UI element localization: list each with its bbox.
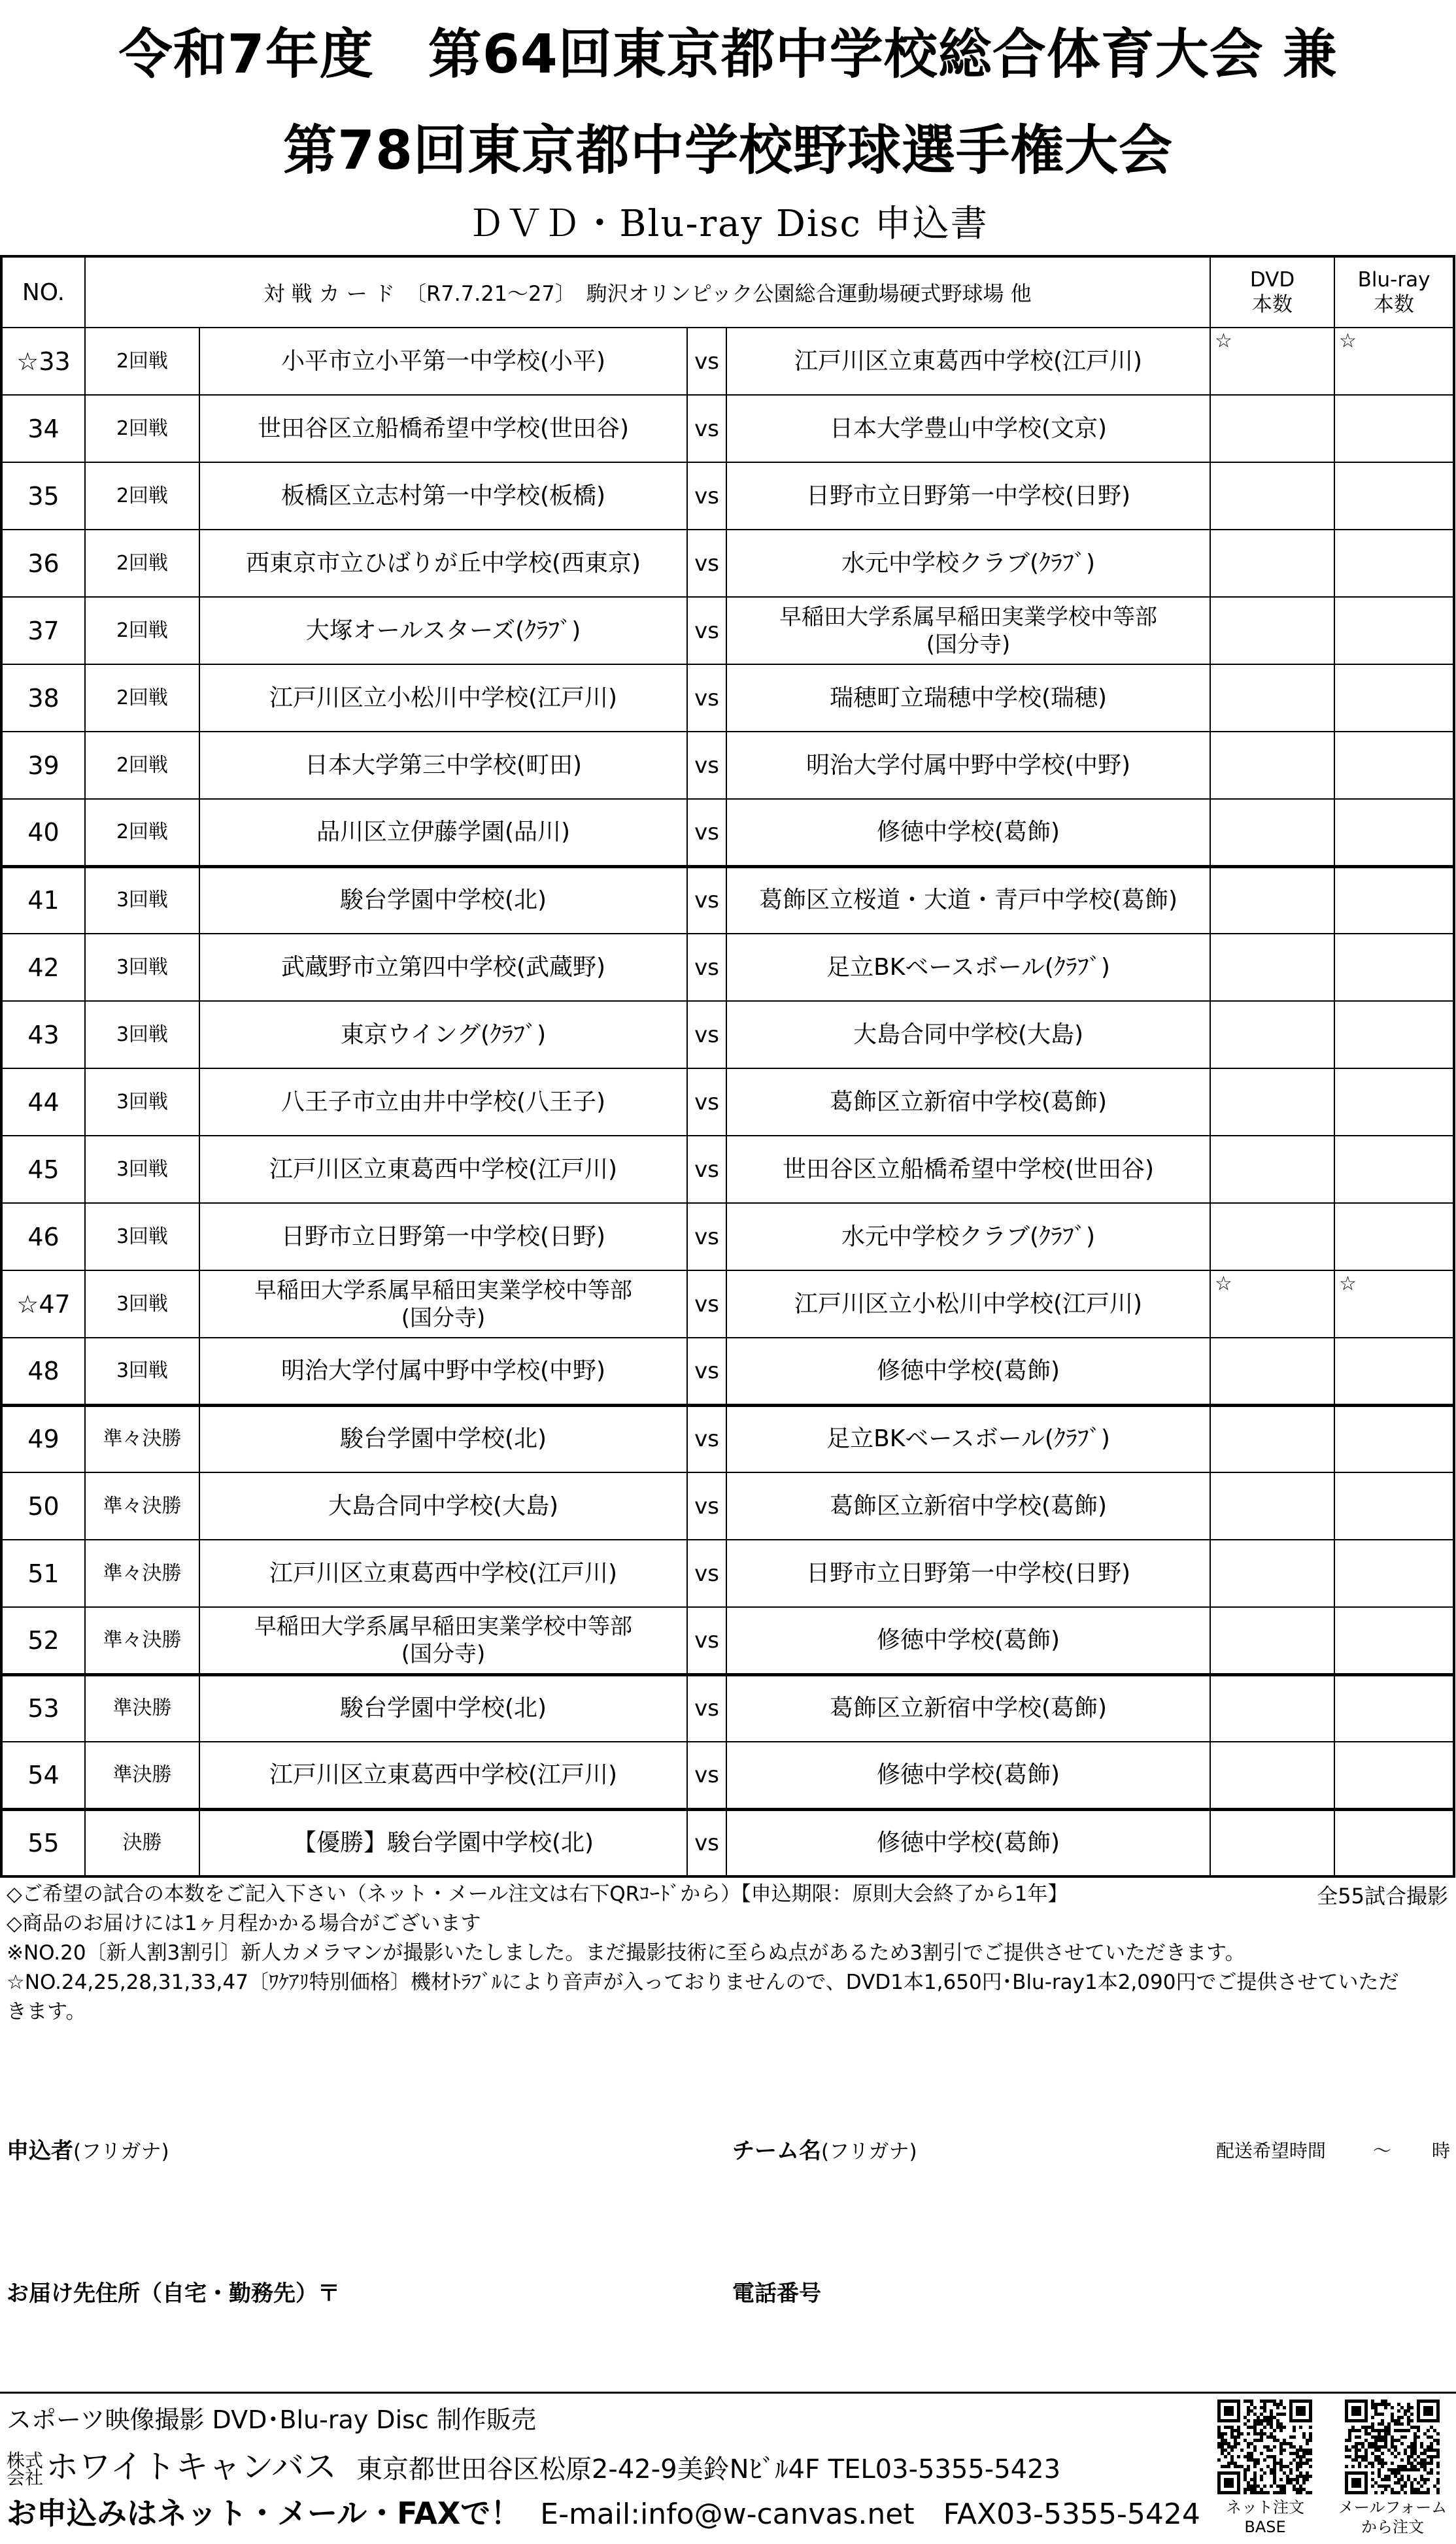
round-label: 2回戦 <box>85 530 199 597</box>
team-a: 【優勝】駿台学園中学校(北) <box>199 1809 687 1876</box>
bluray-count-cell[interactable] <box>1334 934 1454 1001</box>
note-discount: ※NO.20〔新人割3割引〕新人カメラマンが撮影いたしました。まだ撮影技術に至らぬ点があるため3割引でご提供させていただきます。 <box>7 1941 1245 1965</box>
dvd-count-cell[interactable] <box>1210 664 1334 732</box>
page-title-line2: 第78回東京都中学校野球選手権大会 <box>282 120 1174 182</box>
dvd-count-cell[interactable] <box>1210 1472 1334 1540</box>
team-a: 小平市立小平第一中学校(小平) <box>199 328 687 395</box>
footer-order-contact <box>7 2490 1200 2533</box>
team-b: 水元中学校クラブ(ｸﾗﾌﾞ) <box>726 530 1210 597</box>
match-number: ☆33 <box>1 328 85 395</box>
match-number: 38 <box>1 664 85 732</box>
email-fax[interactable]: E-mail:info@w-canvas.net FAX03-5355-5424 <box>540 2498 1200 2531</box>
bluray-count-cell[interactable] <box>1334 1540 1454 1607</box>
team-b: 葛飾区立新宿中学校(葛飾) <box>726 1674 1210 1742</box>
match-number: 50 <box>1 1472 85 1540</box>
order-methods: お申込みはネット・メール・FAXで！ <box>7 2496 521 2531</box>
vs-label: vs <box>687 1674 726 1742</box>
team-b: 足立BKベースボール(ｸﾗﾌﾞ) <box>726 934 1210 1001</box>
dvd-count-cell[interactable]: ☆ <box>1210 328 1334 395</box>
round-label: 3回戦 <box>85 866 199 934</box>
vs-label: vs <box>687 328 726 395</box>
round-label: 2回戦 <box>85 732 199 799</box>
vs-label: vs <box>687 1270 726 1338</box>
dvd-count-cell[interactable] <box>1210 866 1334 934</box>
dvd-count-cell[interactable] <box>1210 1742 1334 1809</box>
table-row <box>1 1674 1454 1742</box>
dvd-count-cell[interactable] <box>1210 1068 1334 1136</box>
dvd-count-cell[interactable] <box>1210 1674 1334 1742</box>
note-delivery: ◇商品のお届けには1ヶ月程かかる場合がございます <box>7 1912 481 1935</box>
table-row <box>1 1203 1454 1270</box>
bluray-count-cell[interactable] <box>1334 395 1454 462</box>
team-a: 江戸川区立東葛西中学校(江戸川) <box>199 1742 687 1809</box>
team-b: 大島合同中学校(大島) <box>726 1001 1210 1068</box>
team-b: 瑞穂町立瑞穂中学校(瑞穂) <box>726 664 1210 732</box>
match-number: ☆47 <box>1 1270 85 1338</box>
note-special-price: ☆NO.24,25,28,31,33,47〔ﾜｹｱﾘ特別価格〕機材ﾄﾗﾌﾞﾙにより音声が入っておりませんので、DVD1本1,650円･Blu-ray1本2,090円でご提供させていただきます。 <box>7 1971 1399 2024</box>
team-b: 修徳中学校(葛飾) <box>726 1338 1210 1405</box>
match-number: 54 <box>1 1742 85 1809</box>
bluray-count-cell[interactable] <box>1334 1809 1454 1876</box>
address-field[interactable]: お届け先住所（自宅・勤務先）〒 <box>7 2281 340 2307</box>
column-header-dvd: DVD 本数 <box>1210 256 1334 328</box>
match-number: 51 <box>1 1540 85 1607</box>
qr-code-base-icon[interactable] <box>1217 2400 1312 2494</box>
match-number: 42 <box>1 934 85 1001</box>
team-b: 修徳中学校(葛飾) <box>726 1607 1210 1674</box>
team-b: 早稲田大学系属早稲田実業学校中等部 (国分寺) <box>726 597 1210 664</box>
team-b: 江戸川区立東葛西中学校(江戸川) <box>726 328 1210 395</box>
qr-caption-base: ネット注文 BASE <box>1226 2498 1304 2536</box>
round-label: 2回戦 <box>85 597 199 664</box>
bluray-count-cell[interactable] <box>1334 1405 1454 1472</box>
table-header-row <box>1 256 1454 328</box>
round-label: 2回戦 <box>85 799 199 866</box>
bluray-count-cell[interactable] <box>1334 732 1454 799</box>
team-a: 日本大学第三中学校(町田) <box>199 732 687 799</box>
column-header-match-card: 対 戦 カ ー ド 〔R7.7.21～27〕 駒沢オリンピック公園総合運動場硬式野球場 他 <box>85 256 1210 328</box>
round-label: 決勝 <box>85 1809 199 1876</box>
team-a: 江戸川区立小松川中学校(江戸川) <box>199 664 687 732</box>
delivery-time-tilde: ～ <box>1373 2140 1392 2162</box>
round-label: 準々決勝 <box>85 1472 199 1540</box>
table-row <box>1 1270 1454 1338</box>
round-label: 3回戦 <box>85 1338 199 1405</box>
table-row <box>1 1607 1454 1674</box>
round-label: 3回戦 <box>85 1001 199 1068</box>
table-row <box>1 1540 1454 1607</box>
dvd-count-cell[interactable] <box>1210 1540 1334 1607</box>
table-row <box>1 799 1454 866</box>
match-number: 41 <box>1 866 85 934</box>
team-a: 大塚オールスターズ(ｸﾗﾌﾞ) <box>199 597 687 664</box>
vs-label: vs <box>687 530 726 597</box>
round-label: 3回戦 <box>85 934 199 1001</box>
round-label: 2回戦 <box>85 328 199 395</box>
team-a: 大島合同中学校(大島) <box>199 1472 687 1540</box>
bluray-count-cell[interactable] <box>1334 1338 1454 1405</box>
table-row <box>1 462 1454 530</box>
vs-label: vs <box>687 1136 726 1203</box>
table-row <box>1 664 1454 732</box>
team-b: 葛飾区立新宿中学校(葛飾) <box>726 1472 1210 1540</box>
bluray-count-cell[interactable] <box>1334 799 1454 866</box>
team-a: 品川区立伊藤学園(品川) <box>199 799 687 866</box>
applicant-furigana-label: (フリガナ) <box>73 2140 169 2163</box>
round-label: 2回戦 <box>85 395 199 462</box>
dvd-count-cell[interactable] <box>1210 530 1334 597</box>
dvd-count-cell[interactable] <box>1210 732 1334 799</box>
team-a: 駿台学園中学校(北) <box>199 866 687 934</box>
dvd-count-cell[interactable] <box>1210 395 1334 462</box>
team-a: 早稲田大学系属早稲田実業学校中等部 (国分寺) <box>199 1607 687 1674</box>
match-number: 39 <box>1 732 85 799</box>
match-number: 34 <box>1 395 85 462</box>
bluray-count-cell[interactable] <box>1334 1674 1454 1742</box>
vs-label: vs <box>687 1338 726 1405</box>
bluray-count-cell[interactable] <box>1334 530 1454 597</box>
dvd-count-cell[interactable] <box>1210 1809 1334 1876</box>
team-b: 修徳中学校(葛飾) <box>726 1809 1210 1876</box>
vs-label: vs <box>687 462 726 530</box>
applicant-field[interactable] <box>7 2133 169 2165</box>
table-row <box>1 1068 1454 1136</box>
dvd-count-cell[interactable]: ☆ <box>1210 1270 1334 1338</box>
round-label: 2回戦 <box>85 462 199 530</box>
table-row <box>1 1405 1454 1472</box>
match-number: 40 <box>1 799 85 866</box>
bluray-count-cell[interactable] <box>1334 664 1454 732</box>
dvd-count-cell[interactable] <box>1210 799 1334 866</box>
round-label: 3回戦 <box>85 1068 199 1136</box>
footer-company <box>7 2441 1060 2488</box>
qr-code-mailform-icon[interactable] <box>1345 2400 1440 2494</box>
column-header-no: NO. <box>1 256 85 328</box>
team-b: 日野市立日野第一中学校(日野) <box>726 1540 1210 1607</box>
company-address-tel: 東京都世田谷区松原2-42-9美鈴Nﾋﾞﾙ4F TEL03-5355-5423 <box>356 2454 1061 2485</box>
team-a: 明治大学付属中野中学校(中野) <box>199 1338 687 1405</box>
match-number: 46 <box>1 1203 85 1270</box>
round-label: 準々決勝 <box>85 1405 199 1472</box>
dvd-count-cell[interactable] <box>1210 1607 1334 1674</box>
page-subtitle: ＤＶＤ・Blu-ray Disc 申込書 <box>467 203 989 245</box>
team-a: 早稲田大学系属早稲田実業学校中等部 (国分寺) <box>199 1270 687 1338</box>
vs-label: vs <box>687 1809 726 1876</box>
bluray-count-cell[interactable] <box>1334 462 1454 530</box>
dvd-count-cell[interactable] <box>1210 1136 1334 1203</box>
table-row <box>1 530 1454 597</box>
dvd-count-cell[interactable] <box>1210 597 1334 664</box>
table-row <box>1 1136 1454 1203</box>
team-a: 武蔵野市立第四中学校(武蔵野) <box>199 934 687 1001</box>
delivery-time-hour[interactable]: 時 <box>1432 2140 1451 2162</box>
team-b: 葛飾区立桜道・大道・青戸中学校(葛飾) <box>726 866 1210 934</box>
team-b: 足立BKベースボール(ｸﾗﾌﾞ) <box>726 1405 1210 1472</box>
match-number: 43 <box>1 1001 85 1068</box>
team-b: 修徳中学校(葛飾) <box>726 799 1210 866</box>
round-label: 3回戦 <box>85 1270 199 1338</box>
bluray-count-cell[interactable] <box>1334 1203 1454 1270</box>
team-a: 駿台学園中学校(北) <box>199 1405 687 1472</box>
table-row <box>1 934 1454 1001</box>
team-b: 日本大学豊山中学校(文京) <box>726 395 1210 462</box>
team-b: 明治大学付属中野中学校(中野) <box>726 732 1210 799</box>
round-label: 3回戦 <box>85 1136 199 1203</box>
footer-tagline: スポーツ映像撮影 DVD･Blu-ray Disc 制作販売 <box>7 2405 536 2434</box>
team-b: 日野市立日野第一中学校(日野) <box>726 462 1210 530</box>
bluray-count-cell[interactable] <box>1334 1136 1454 1203</box>
dvd-count-cell[interactable] <box>1210 1405 1334 1472</box>
round-label: 準々決勝 <box>85 1607 199 1674</box>
dvd-count-cell[interactable] <box>1210 1203 1334 1270</box>
round-label: 2回戦 <box>85 664 199 732</box>
vs-label: vs <box>687 1472 726 1540</box>
vs-label: vs <box>687 732 726 799</box>
order-table <box>0 255 1455 1878</box>
table-row <box>1 1001 1454 1068</box>
team-a: 江戸川区立東葛西中学校(江戸川) <box>199 1540 687 1607</box>
match-number: 37 <box>1 597 85 664</box>
vs-label: vs <box>687 1203 726 1270</box>
team-b: 水元中学校クラブ(ｸﾗﾌﾞ) <box>726 1203 1210 1270</box>
table-row <box>1 1472 1454 1540</box>
team-name-label: チーム名 <box>732 2138 821 2164</box>
team-a: 日野市立日野第一中学校(日野) <box>199 1203 687 1270</box>
vs-label: vs <box>687 395 726 462</box>
dvd-count-cell[interactable] <box>1210 462 1334 530</box>
total-games-label: 全55試合撮影 <box>1317 1884 1448 1908</box>
team-a: 板橋区立志村第一中学校(板橋) <box>199 462 687 530</box>
team-a: 世田谷区立船橋希望中学校(世田谷) <box>199 395 687 462</box>
table-row <box>1 1809 1454 1876</box>
team-a: 西東京市立ひばりが丘中学校(西東京) <box>199 530 687 597</box>
vs-label: vs <box>687 1068 726 1136</box>
company-name: ホワイトキャンバス <box>46 2448 337 2486</box>
team-b: 修徳中学校(葛飾) <box>726 1742 1210 1809</box>
match-number: 45 <box>1 1136 85 1203</box>
table-row <box>1 1742 1454 1809</box>
team-a: 八王子市立由井中学校(八王子) <box>199 1068 687 1136</box>
vs-label: vs <box>687 1001 726 1068</box>
match-number: 52 <box>1 1607 85 1674</box>
table-row <box>1 395 1454 462</box>
applicant-label: 申込者 <box>7 2138 73 2164</box>
match-number: 44 <box>1 1068 85 1136</box>
match-number: 53 <box>1 1674 85 1742</box>
bluray-count-cell[interactable] <box>1334 597 1454 664</box>
team-a: 東京ウイング(ｸﾗﾌﾞ) <box>199 1001 687 1068</box>
company-type-label: 株式 会社 <box>7 2449 44 2488</box>
team-b: 葛飾区立新宿中学校(葛飾) <box>726 1068 1210 1136</box>
table-row <box>1 597 1454 664</box>
vs-label: vs <box>687 934 726 1001</box>
table-row <box>1 732 1454 799</box>
match-number: 55 <box>1 1809 85 1876</box>
match-number: 49 <box>1 1405 85 1472</box>
column-header-bluray: Blu-ray 本数 <box>1334 256 1454 328</box>
delivery-time-label: 配送希望時間 <box>1216 2140 1327 2162</box>
notes <box>7 1880 1451 2027</box>
dvd-count-cell[interactable] <box>1210 1338 1334 1405</box>
dvd-count-cell[interactable] <box>1210 934 1334 1001</box>
bluray-count-cell[interactable]: ☆ <box>1334 328 1454 395</box>
match-number: 48 <box>1 1338 85 1405</box>
table-row <box>1 866 1454 934</box>
qr-caption-mailform: メールフォーム から注文 <box>1338 2498 1448 2536</box>
round-label: 準決勝 <box>85 1742 199 1809</box>
team-b: 江戸川区立小松川中学校(江戸川) <box>726 1270 1210 1338</box>
team-name-field[interactable] <box>732 2133 917 2165</box>
team-a: 江戸川区立東葛西中学校(江戸川) <box>199 1136 687 1203</box>
bluray-count-cell[interactable] <box>1334 866 1454 934</box>
team-b: 世田谷区立船橋希望中学校(世田谷) <box>726 1136 1210 1203</box>
table-row <box>1 1338 1454 1405</box>
match-number: 35 <box>1 462 85 530</box>
dvd-count-cell[interactable] <box>1210 1001 1334 1068</box>
note-order-instructions: ◇ご希望の試合の本数をご記入下さい（ネット・メール注文は右下QRｺｰﾄﾞから）【申込期限：原則大会終了から1年】 <box>7 1882 1068 1906</box>
round-label: 準々決勝 <box>85 1540 199 1607</box>
team-name-furigana-label: (フリガナ) <box>821 2140 917 2163</box>
match-number: 36 <box>1 530 85 597</box>
bluray-count-cell[interactable] <box>1334 1001 1454 1068</box>
round-label: 3回戦 <box>85 1203 199 1270</box>
bluray-count-cell[interactable] <box>1334 1068 1454 1136</box>
footer-divider <box>0 2392 1456 2394</box>
team-a: 駿台学園中学校(北) <box>199 1674 687 1742</box>
vs-label: vs <box>687 1607 726 1674</box>
vs-label: vs <box>687 1405 726 1472</box>
page-title-line1: 令和7年度 第64回東京都中学校総合体育大会 兼 <box>118 24 1338 86</box>
bluray-count-cell[interactable] <box>1334 1742 1454 1809</box>
bluray-count-cell[interactable] <box>1334 1472 1454 1540</box>
vs-label: vs <box>687 866 726 934</box>
bluray-count-cell[interactable]: ☆ <box>1334 1270 1454 1338</box>
round-label: 準決勝 <box>85 1674 199 1742</box>
vs-label: vs <box>687 1540 726 1607</box>
table-row <box>1 328 1454 395</box>
phone-field[interactable]: 電話番号 <box>732 2281 821 2307</box>
bluray-count-cell[interactable] <box>1334 1607 1454 1674</box>
vs-label: vs <box>687 597 726 664</box>
vs-label: vs <box>687 1742 726 1809</box>
vs-label: vs <box>687 799 726 866</box>
vs-label: vs <box>687 664 726 732</box>
